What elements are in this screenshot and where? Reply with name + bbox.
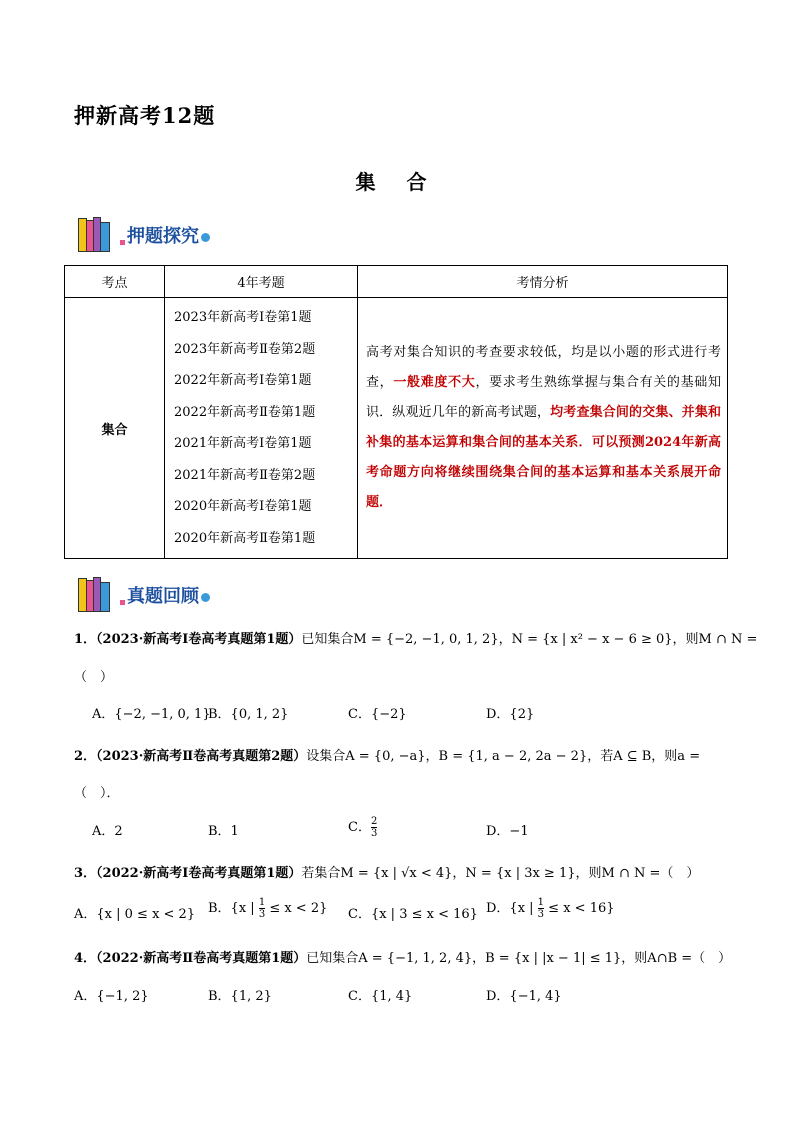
year-item: 2022年新高考Ⅰ卷第1题 bbox=[174, 373, 312, 388]
question-stem: 已知集合M = {−2, −1, 0, 1, 2}，N = {x | x² − x − 6 ≥ 0}，则M ∩ N = bbox=[301, 632, 758, 647]
question-stem: 若集合M = {x | √x < 4}，N = {x | 3x ≥ 1}，则M ∩ N =（ ） bbox=[301, 866, 700, 881]
option-b: B．1 bbox=[208, 824, 239, 839]
fraction: $\frac{1}{3}$ bbox=[258, 897, 266, 920]
option-d: D．{−1, 4} bbox=[486, 989, 562, 1004]
question-source: （2022·新高考Ⅱ卷高考真题第1题） bbox=[96, 951, 307, 966]
question-number: 2． bbox=[74, 749, 97, 764]
fraction: $\frac{2}{3}$ bbox=[370, 816, 378, 839]
options-row bbox=[0, 816, 794, 846]
header-years: 4年考题 bbox=[165, 266, 358, 298]
option-d: D．{x | $\frac{1}{3}$ ≤ x < 16} bbox=[486, 897, 615, 920]
dot-icon bbox=[201, 233, 210, 242]
option-a: A．{−1, 2} bbox=[74, 989, 149, 1004]
options-row bbox=[0, 897, 794, 927]
section-heading-exploration bbox=[78, 212, 210, 252]
page-title: 押新高考12题 bbox=[74, 103, 216, 128]
question-number: 4． bbox=[74, 951, 97, 966]
header-analysis: 考情分析 bbox=[358, 266, 728, 298]
section-heading-review bbox=[78, 572, 210, 612]
fraction: $\frac{1}{3}$ bbox=[537, 897, 545, 920]
section-title: 押题探究 bbox=[127, 226, 199, 247]
years-cell bbox=[165, 298, 358, 559]
option-c: C． $\frac{2}{3}$ bbox=[348, 816, 378, 839]
dot-icon bbox=[201, 593, 210, 602]
question-stem: 设集合A = {0, −a}，B = {1, a − 2, 2a − 2}，若A ⊆ B，则a = bbox=[306, 749, 701, 764]
year-item: 2020年新高考Ⅰ卷第1题 bbox=[174, 499, 312, 514]
question-number: 3． bbox=[74, 866, 97, 881]
exam-analysis-table bbox=[64, 265, 728, 559]
option-a: A．{x | 0 ≤ x < 2} bbox=[74, 907, 196, 922]
year-item: 2023年新高考Ⅰ卷第1题 bbox=[174, 310, 312, 325]
question-source: （2023·新高考Ⅱ卷高考真题第2题） bbox=[96, 749, 307, 764]
answer-blank: （ ） bbox=[74, 670, 114, 685]
option-d: D．{2} bbox=[486, 707, 535, 722]
year-item: 2022年新高考Ⅱ卷第1题 bbox=[174, 404, 316, 420]
question-2 bbox=[74, 745, 724, 764]
table-header-row bbox=[65, 266, 728, 298]
topic-cell: 集合 bbox=[65, 298, 165, 559]
analysis-emphasis: 一般难度不大 bbox=[393, 375, 476, 390]
analysis-cell bbox=[358, 298, 728, 559]
year-item: 2020年新高考Ⅱ卷第1题 bbox=[174, 530, 316, 546]
header-topic: 考点 bbox=[65, 266, 165, 298]
subject-title: 集 合 bbox=[355, 170, 439, 194]
option-a: A．{−2, −1, 0, 1} bbox=[92, 707, 211, 722]
books-icon bbox=[78, 218, 120, 252]
options-row bbox=[0, 703, 794, 723]
section-title: 真题回顾 bbox=[127, 586, 199, 607]
option-c: C．{1, 4} bbox=[348, 989, 413, 1004]
option-b: B．{1, 2} bbox=[208, 989, 272, 1004]
option-d: D．−1 bbox=[486, 824, 529, 839]
table-row bbox=[65, 298, 728, 559]
question-source: （2022·新高考Ⅰ卷高考真题第1题） bbox=[96, 866, 302, 881]
option-a: A．2 bbox=[92, 824, 123, 839]
question-1 bbox=[74, 628, 758, 647]
option-b: B．{x | $\frac{1}{3}$ ≤ x < 2} bbox=[208, 897, 328, 920]
question-4 bbox=[74, 947, 732, 966]
option-c: C．{−2} bbox=[348, 707, 407, 722]
question-stem: 已知集合A = {−1, 1, 2, 4}，B = {x | |x − 1| ≤ 1}，则A∩B =（ ） bbox=[306, 951, 732, 966]
analysis-emphasis: 均考查集合间的交集、并集和补集的基本运算和集合间的基本关系．可以预测2024年新高考命题方向将继续围绕集合间的基本运算和基本关系展开命题． bbox=[366, 405, 721, 510]
options-row bbox=[0, 985, 794, 1005]
option-c: C．{x | 3 ≤ x < 16} bbox=[348, 907, 478, 922]
bullet-square-icon bbox=[120, 240, 125, 245]
answer-blank: （ ）． bbox=[74, 786, 120, 801]
analysis-text: 高考对集合知识的考查要求较低，均是以小题的形式进行考查， bbox=[366, 345, 721, 390]
year-item: 2023年新高考Ⅱ卷第2题 bbox=[174, 341, 316, 357]
option-b: B．{0, 1, 2} bbox=[208, 707, 289, 722]
question-number: 1． bbox=[74, 632, 97, 647]
analysis-text: ，要求考生熟练掌握与集合有关的基础知识．纵观近几年的新高考试题， bbox=[366, 375, 721, 420]
year-item: 2021年新高考Ⅰ卷第1题 bbox=[174, 436, 312, 451]
bullet-square-icon bbox=[120, 600, 125, 605]
books-icon bbox=[78, 578, 120, 612]
question-source: （2023·新高考Ⅰ卷高考真题第1题） bbox=[96, 632, 302, 647]
question-3 bbox=[74, 862, 724, 881]
year-item: 2021年新高考Ⅱ卷第2题 bbox=[174, 467, 316, 483]
